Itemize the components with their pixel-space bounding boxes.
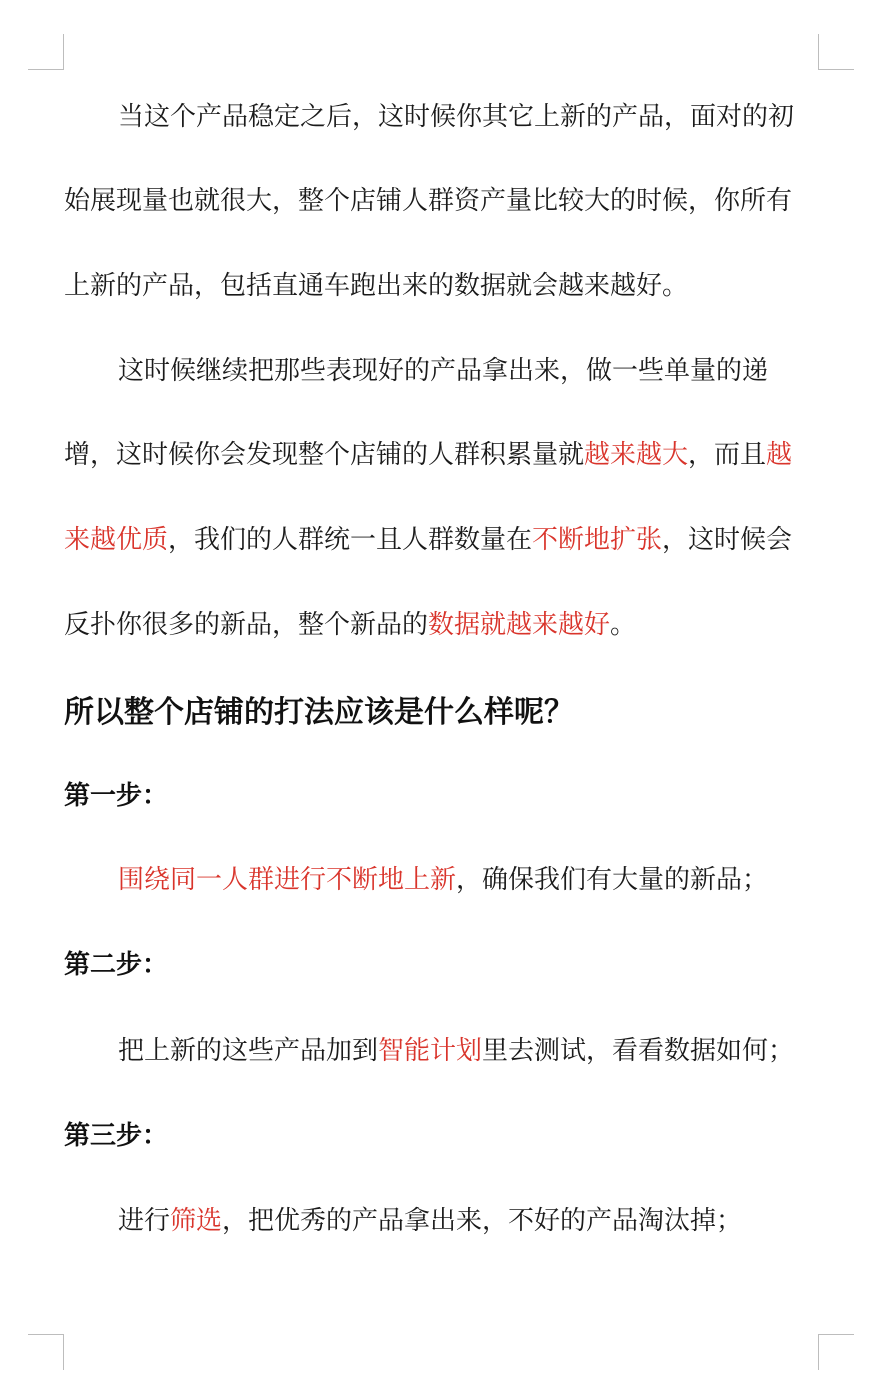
text-span: ，这时候会 [662, 525, 793, 555]
paragraph-2-line-1: 这时候继续把那些表现好的产品拿出来，做一些单量的递 [118, 356, 769, 386]
crop-mark-bottom-left [28, 1334, 64, 1370]
text-span: 增，这时候你会发现整个店铺的人群积累量就 [64, 440, 585, 470]
paragraph-1-line-2: 始展现量也就很大，整个店铺人群资产量比较大的时候，你所有 [64, 186, 793, 216]
step-2-text [118, 1034, 878, 1068]
paragraph-2-line-4 [64, 608, 824, 642]
paragraph-1-line-3: 上新的产品，包括直通车跑出来的数据就会越来越好。 [64, 271, 689, 301]
paragraph-1-line-1: 当这个产品稳定之后，这时候你其它上新的产品，面对的初 [118, 102, 795, 132]
highlighted-text: 智能计划 [378, 1036, 483, 1066]
text-span: 。 [610, 610, 637, 640]
text-span: ，把优秀的产品拿出来，不好的产品淘汰掉； [222, 1206, 743, 1236]
text-span: ，确保我们有大量的新品； [456, 865, 769, 895]
step-1-title: 第一步： [64, 781, 169, 811]
step-3-text [118, 1204, 878, 1238]
section-heading: 所以整个店铺的打法应该是什么样呢？ [64, 695, 574, 730]
text-span: 反扑你很多的新品，整个新品的 [64, 610, 429, 640]
crop-mark-bottom-right [818, 1334, 854, 1370]
highlighted-text: 围绕同一人群进行不断地上新 [118, 865, 457, 895]
crop-mark-top-right [818, 34, 854, 70]
crop-mark-top-left [28, 34, 64, 70]
step-3-title: 第三步： [64, 1121, 169, 1151]
text-span: ，我们的人群统一且人群数量在 [168, 525, 533, 555]
paragraph-2-line-3 [64, 523, 824, 557]
text-span: ，而且 [688, 440, 767, 470]
step-1-text [118, 863, 878, 897]
highlighted-text: 筛选 [170, 1206, 223, 1236]
text-span: 里去测试，看看数据如何； [482, 1036, 795, 1066]
highlighted-text: 来越优质 [64, 525, 169, 555]
text-span: 把上新的这些产品加到 [118, 1036, 379, 1066]
highlighted-text: 不断地扩张 [532, 525, 663, 555]
text-span: 进行 [118, 1206, 171, 1236]
highlighted-text: 越 [766, 440, 793, 470]
step-2-title: 第二步： [64, 950, 169, 980]
highlighted-text: 越来越大 [584, 440, 689, 470]
highlighted-text: 数据就越来越好 [428, 610, 611, 640]
paragraph-2-line-2 [64, 438, 824, 472]
